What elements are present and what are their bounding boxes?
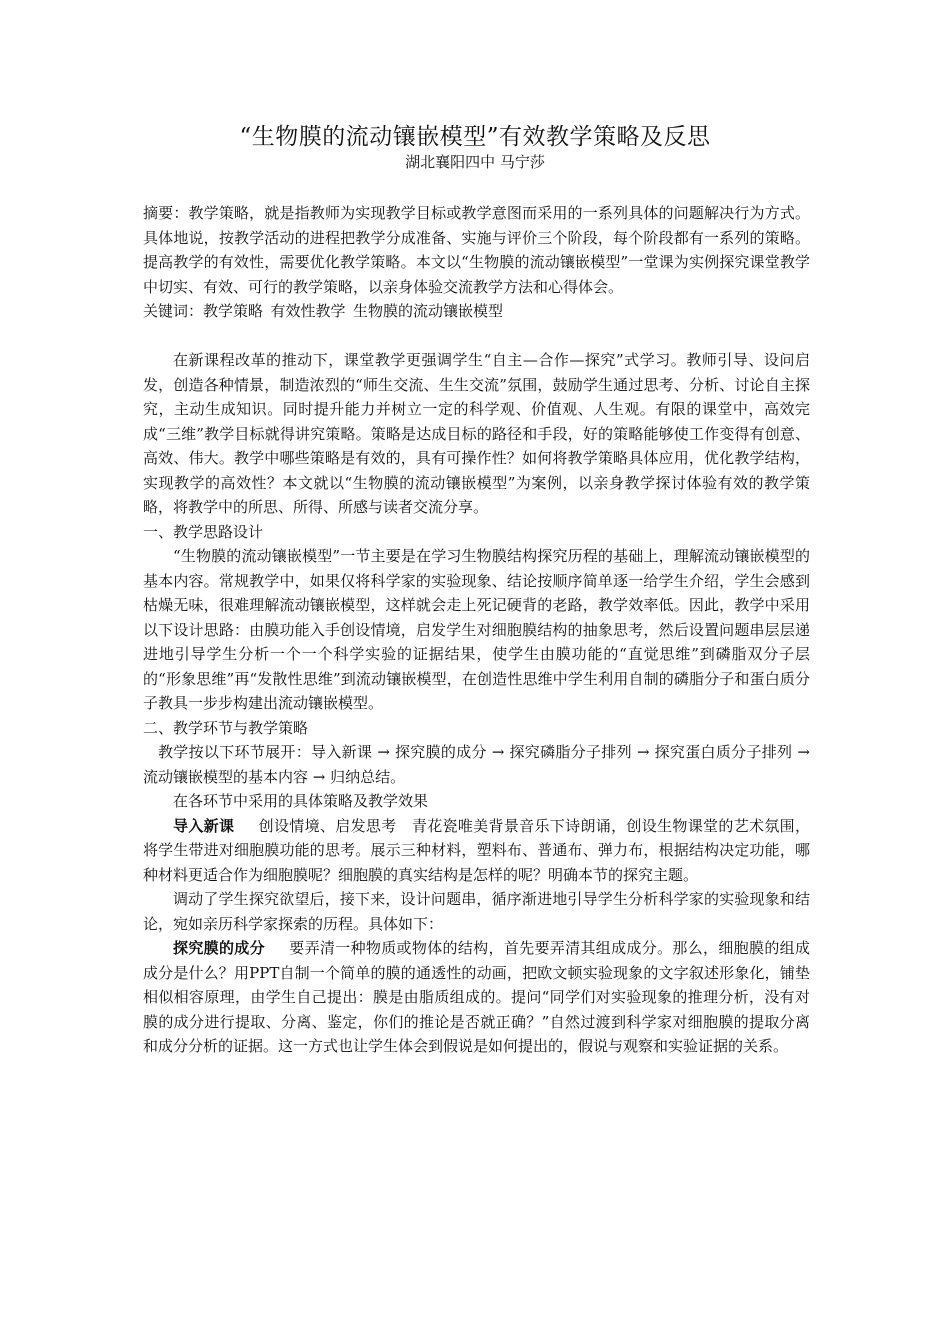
intro-lesson-label: 导入新课 bbox=[173, 816, 235, 835]
abstract-text: 教学策略，就是指教师为实现教学目标或教学意图而采用的一系列具体的问题解决行为方式。具体地说，按教学活动的进程把教学分成准备、实施与评价三个阶段，每个阶段都有一系列的策略。提高教学的有效性，需要优化教学策略。本文以“生物膜的流动镶嵌模型”一堂课为实例探究课堂教学中切实、有效、可行的教学策略，以亲身体验交流教学方法和心得体会。 bbox=[143, 204, 810, 296]
intro-lesson-paragraph bbox=[143, 814, 810, 888]
teaching-flow-paragraph: 教学按以下环节展开：导入新课 → 探究膜的成分 → 探究磷脂分子排列 → 探究蛋白质分子排列 → 流动镶嵌模型的基本内容 → 归纳总结。 bbox=[143, 743, 810, 786]
keyword-item: 生物膜的流动镶嵌模型 bbox=[353, 302, 504, 320]
membrane-composition-label: 探究膜的成分 bbox=[173, 939, 265, 957]
membrane-composition-paragraph bbox=[143, 936, 810, 1059]
blank-line bbox=[143, 324, 810, 349]
strategy-subtitle: 在各环节中采用的具体策略及教学效果 bbox=[173, 792, 429, 810]
author-line: 湖北襄阳四中 马宁莎 bbox=[405, 153, 545, 171]
keyword-item: 有效性教学 bbox=[270, 302, 346, 320]
abstract-paragraph bbox=[143, 201, 810, 299]
section-heading-2: 二、教学环节与教学策略 bbox=[143, 718, 309, 737]
paper-body bbox=[143, 201, 810, 1059]
membrane-composition-text: 要弄清一种物质或物体的结构，首先要弄清其组成成分。那么，细胞膜的组成成分是什么？用PPT自制一个简单的膜的通透性的动画，把欧文顿实验现象的文字叙述形象化，铺垫相似相容原理，由学生自己提出：膜是由脂质组成的。提问“同学们对实验现象的推理分析，没有对膜的成分进行提取、分离、鉴定，你们的推论是否就正确？”自然过渡到科学家对细胞膜的提取分离和成分分析的证据。这一方式也让学生体会到假说是如何提出的，假说与观察和实验证据的关系。 bbox=[143, 939, 810, 1055]
keywords-line bbox=[143, 299, 810, 324]
section-heading-1: 一、教学思路设计 bbox=[143, 522, 264, 541]
keywords-label: 关键词： bbox=[143, 302, 204, 320]
intro-lesson-text: 创设情境、启发思考 青花瓷唯美背景音乐下诗朗诵，创设生物课堂的艺术氛围，将学生带进对细胞膜功能的思考。展示三种材料，塑料布、普通布、弹力布，根据结构决定功能，哪种材料更适合作为细胞膜呢？细胞膜的真实结构是怎样的呢？明确本节的探究主题。 bbox=[143, 816, 810, 884]
intro-paragraph: 在新课程改革的推动下，课堂教学更强调学生“自主—合作—探究”式学习。教师引导、设问启发，创造各种情景，制造浓烈的“师生交流、生生交流”氛围，鼓励学生通过思考、分析、讨论自主探究，主动生成知识。同时提升能力并树立一定的科学观、价值观、人生观。有限的课堂中，高效完成“三维”教学目标就得讲究策略。策略是达成目标的路径和手段，好的策略能够使工作变得有创意、高效、伟大。教学中哪些策略是有效的，具有可操作性？如何将教学策略具体应用，优化教学结构，实现教学的高效性？本文就以“生物膜的流动镶嵌模型”为案例，以亲身教学探讨体验有效的教学策略，将教学中的所思、所得、所感与读者交流分享。 bbox=[143, 351, 810, 516]
abstract-label: 摘要： bbox=[143, 204, 189, 222]
keyword-item: 教学策略 bbox=[203, 302, 264, 320]
transition-paragraph: 调动了学生探究欲望后，接下来，设计问题串，循序渐进地引导学生分析科学家的实验现象和结论，宛如亲历科学家探索的历程。具体如下： bbox=[143, 890, 810, 933]
section-1-paragraph: “生物膜的流动镶嵌模型”一节主要是在学习生物膜结构探究历程的基础上，理解流动镶嵌模型的基本内容。常规教学中，如果仅将科学家的实验现象、结论按顺序简单逐一给学生介绍，学生会感到枯燥无味，很难理解流动镶嵌模型，这样就会走上死记硬背的老路，教学效率低。因此，教学中采用以下设计思路：由膜功能入手创设情境，启发学生对细胞膜结构的抽象思考，然后设置问题串层层递进地引导学生分析一个一个科学实验的证据结果，使学生由膜功能的“直觉思维”到磷脂双分子层的“形象思维”再“发散性思维”到流动镶嵌模型，在创造性思维中学生利用自制的磷脂分子和蛋白质分子教具一步步构建出流动镶嵌模型。 bbox=[143, 547, 810, 712]
paper-title: “生物膜的流动镶嵌模型”有效教学策略及反思 bbox=[239, 124, 711, 150]
